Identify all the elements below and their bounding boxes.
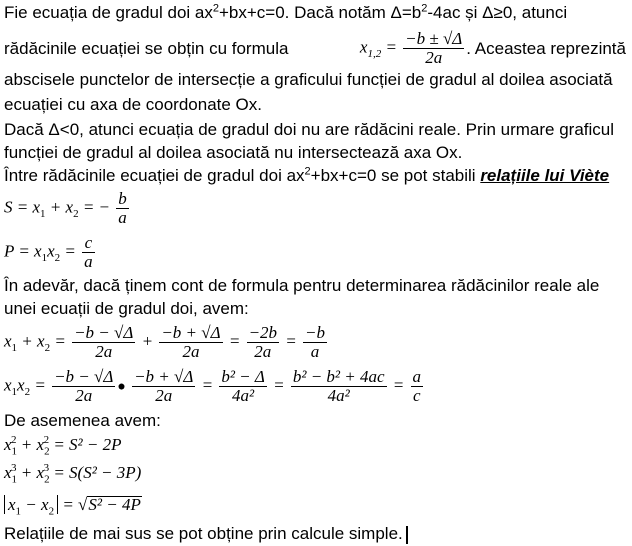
- paragraph-1-line-2: rădăcinile ecuației se obțin cu formula $x_{1,2}$ = $\frac{-b \pm √\Delta}{2a}$ . Aceastea reprezintă: [4, 29, 626, 67]
- paragraph-1-line-3: abscisele punctelor de intersecție a graficului funcției de gradul al doilea asociată: [4, 70, 613, 89]
- paragraph-2-line-2: funcției de gradul al doilea asociată nu intersectează axa Ox.: [4, 143, 463, 162]
- paragraph-5-line-1: De asemenea avem:: [4, 411, 161, 430]
- viete-relations-link[interactable]: relațiile lui Viète: [480, 166, 610, 185]
- paragraph-3-line-1: Între rădăcinile ecuației de gradul doi $ax^2+bx+c=0$ se pot stabili relațiile lui Viète: [4, 165, 610, 185]
- paragraph-6-line-1[interactable]: Relațiile de mai sus se pot obține prin calcule simple.: [4, 524, 408, 544]
- product-derivation: $x_1x_2$ = $\frac{-b - √\Delta}{2a}$ ● $\frac{-b + √\Delta}{2a}$ = $\frac{\text{b² − Δ}}{\text{4a²}}$ = $\frac{\text{b² − b² + 4ac}}{\text{4a²}}$ = $\frac{a}{c}$: [4, 367, 422, 405]
- sum-of-cubes-equation: $x_1^3 + x_2^3 = S(S^2 - 3P)$: [4, 462, 142, 486]
- root-difference-equation: $x_1 - x_2 = √S^2 - 4P$: [4, 495, 142, 515]
- paragraph-4-line-2: unei ecuații de gradul doi, avem:: [4, 299, 249, 318]
- text-cursor: [406, 526, 408, 544]
- product-equation: $P = x_1x_2$ = $\frac{c}{a}$: [4, 233, 93, 271]
- sum-of-squares-equation: $x_1^2 + x_2^2 = S^2 - 2P$: [4, 434, 122, 458]
- root-formula: $x_{1,2}$ = $\frac{-b \pm √\Delta}{2a}$: [359, 29, 463, 67]
- sum-equation: $S = x_1 + x_2$ = − $\frac{b}{a}$: [4, 189, 127, 227]
- sum-derivation: $x_1 + x_2$ = $\frac{-b - √\Delta}{2a}$ + $\frac{-b + √\Delta}{2a}$ = $\frac{-2b}{2a}$ = $\frac{-b}{a}$: [4, 323, 326, 361]
- paragraph-2-line-1: Dacă Δ<0, atunci ecuația de gradul doi nu are rădăcini reale. Prin urmare graficul: [4, 120, 614, 139]
- paragraph-4-line-1: În adevăr, dacă ținem cont de formula pentru determinarea rădăcinilor reale ale: [4, 276, 600, 295]
- paragraph-1-line-4: ecuației cu axa de coordonate Ox.: [4, 95, 262, 114]
- paragraph-1-line-1: Fie ecuația de gradul doi $ax^2+bx+c=0$. Dacă notăm $\Delta=b^2-4ac$ și Δ≥0, atunci: [4, 2, 568, 22]
